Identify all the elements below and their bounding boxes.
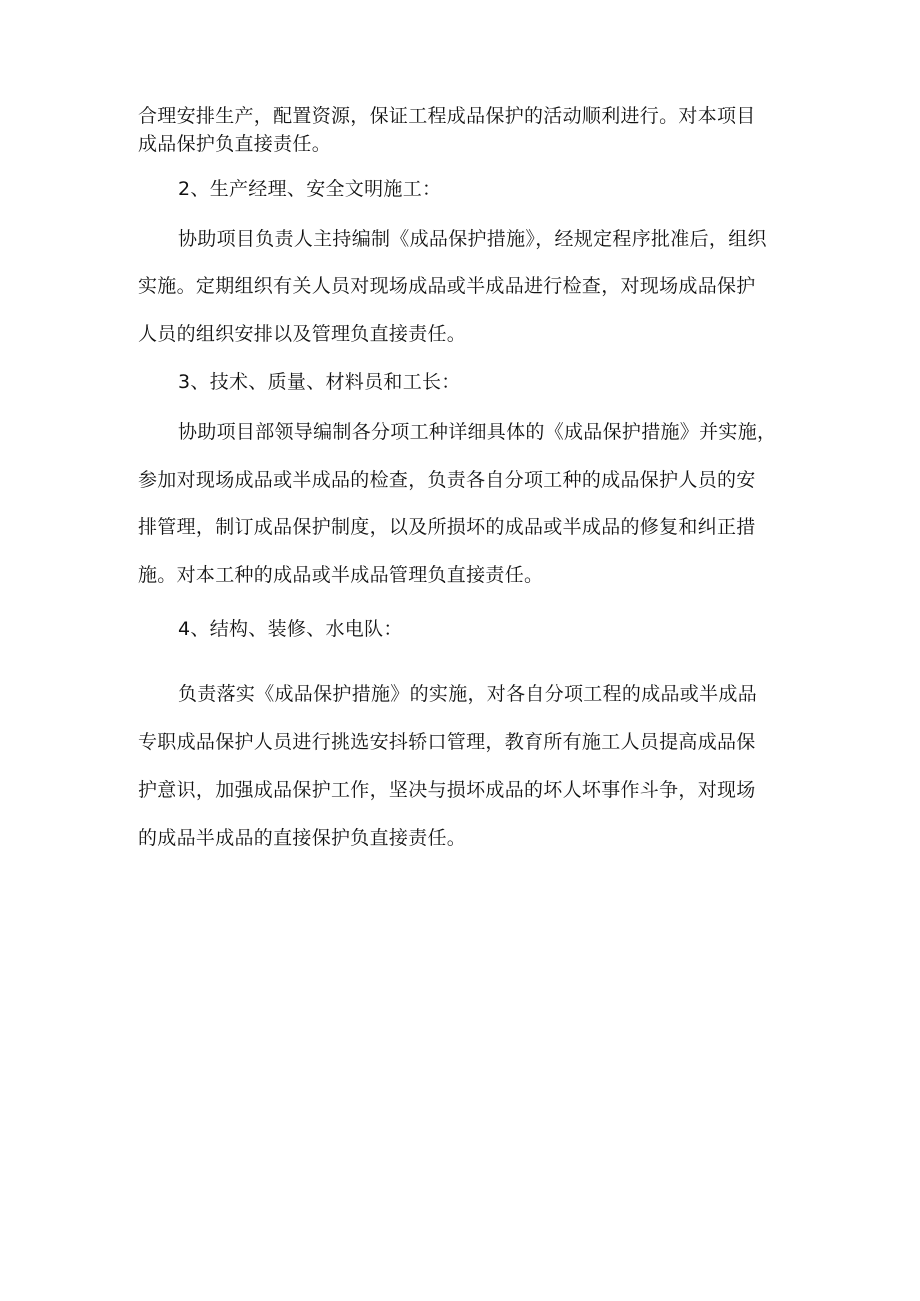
text-line: 实施。定期组织有关人员对现场成品或半成品进行检查，对现场成品保护 — [138, 275, 756, 297]
section-heading: 3、技术、质量、材料员和工长： — [178, 371, 461, 393]
text-line: 协助项目部领导编制各分项工种详细具体的《成品保护措施》并实施， — [178, 421, 777, 443]
text-line: 负责落实《成品保护措施》的实施，对各自分项工程的成品或半成品 — [178, 683, 758, 705]
text-line: 护意识，加强成品保护工作，坚决与损坏成品的坏人坏事作斗争，对现场 — [138, 779, 756, 801]
text-line: 专职成品保护人员进行挑选安抖轿口管理，教育所有施工人员提高成品保 — [138, 731, 756, 753]
text-line: 成品保护负直接责任。 — [138, 133, 332, 155]
text-line: 人员的组织安排以及管理负直接责任。 — [138, 323, 467, 345]
section-heading: 4、结构、装修、水电队： — [178, 618, 403, 640]
text-line: 施。对本工种的成品或半成品管理负直接责任。 — [138, 564, 544, 586]
text-line: 参加对现场成品或半成品的检查，负责各自分项工种的成品保护人员的安 — [138, 469, 756, 491]
text-line: 排管理，制订成品保护制度，以及所损坏的成品或半成品的修复和纠正措 — [138, 516, 756, 538]
text-line: 协助项目负责人主持编制《成品保护措施》，经规定程序批准后，组织 — [178, 228, 767, 250]
section-heading: 2、生产经理、安全文明施工： — [178, 178, 442, 200]
text-line: 合理安排生产，配置资源，保证工程成品保护的活动顺利进行。对本项目 — [138, 105, 756, 127]
text-line: 的成品半成品的直接保护负直接责任。 — [138, 827, 467, 849]
